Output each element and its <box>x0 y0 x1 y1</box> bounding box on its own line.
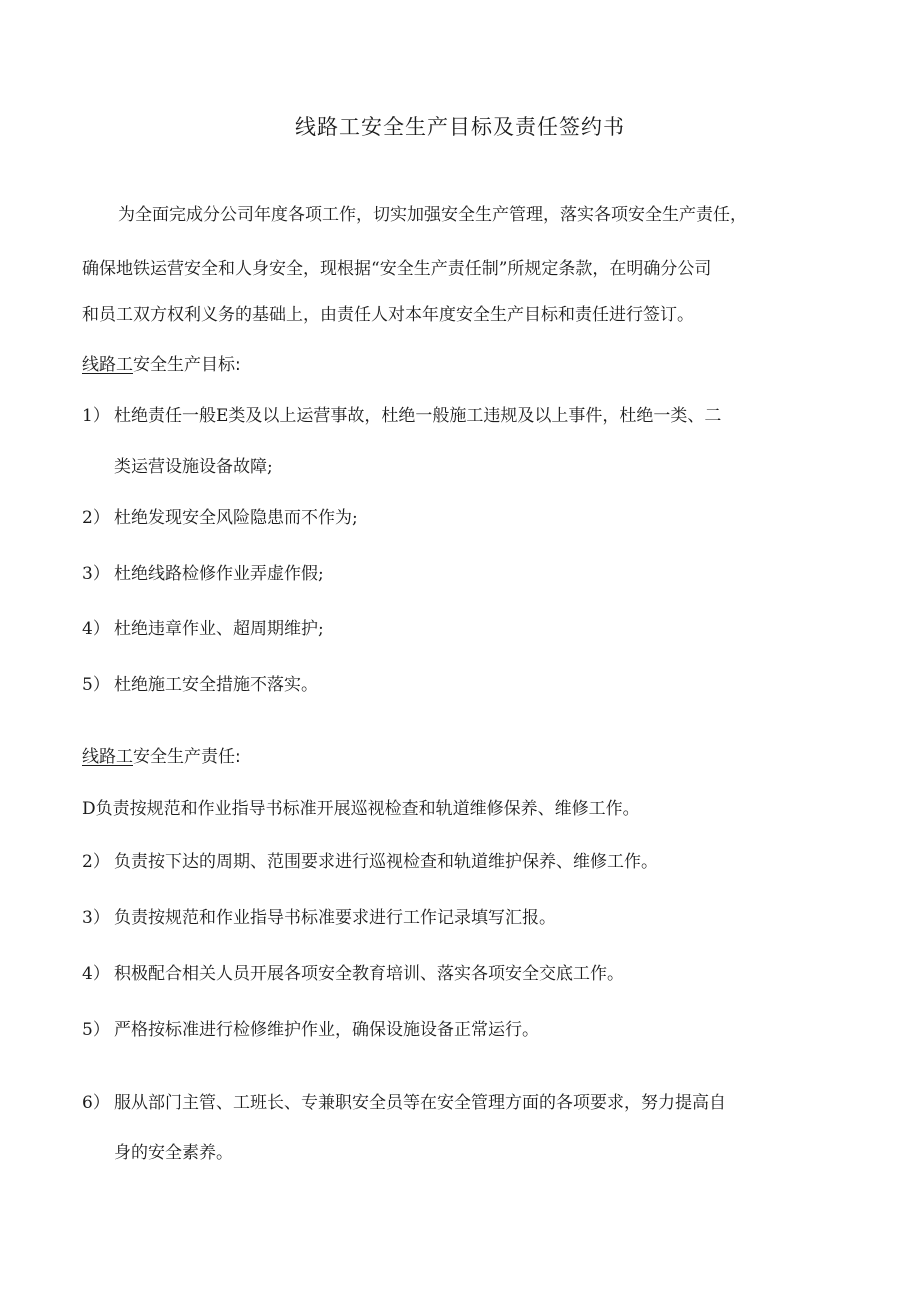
duties-heading-rest: 安全生产责任: <box>133 747 241 767</box>
duties-heading-underlined: 线路工 <box>82 747 133 767</box>
goal-item-text: 杜绝违章作业、超周期维护; <box>114 619 324 639</box>
goal-item-text: 杜绝线路检修作业弄虚作假; <box>114 564 324 584</box>
duty-item <box>82 1017 842 1044</box>
duty-item-text: 负责按下达的周期、范围要求进行巡视检查和轨道维护保养、维修工作。 <box>114 852 658 872</box>
intro-line-2: 确保地铁运营安全和人身安全，现根据“安全生产责任制”所规定条款，在明确分公司 <box>82 259 712 279</box>
goals-heading <box>82 352 241 379</box>
goals-heading-underlined: 线路工 <box>82 355 133 375</box>
duty-item-text: 服从部门主管、工班长、专兼职安全员等在安全管理方面的各项要求，努力提高自 <box>114 1093 726 1113</box>
duty-item <box>82 1090 842 1117</box>
goal-item <box>82 561 842 588</box>
duty-item-text: 严格按标准进行检修维护作业，确保设施设备正常运行。 <box>114 1020 539 1040</box>
duty-item <box>82 849 842 876</box>
goal-item-number: 4） <box>82 619 110 639</box>
goal-item <box>82 505 842 532</box>
intro-line-3: 和员工双方权利义务的基础上，由责任人对本年度安全生产目标和责任进行签订。 <box>82 305 694 325</box>
duty-item-continuation: 身的安全素养。 <box>114 1143 233 1163</box>
duty-item-number: 3） <box>82 908 110 928</box>
duty-item-text: 负责按规范和作业指导书标准要求进行工作记录填写汇报。 <box>114 908 556 928</box>
duties-heading <box>82 744 241 771</box>
goal-item-number: 3） <box>82 564 110 584</box>
goal-item-continuation: 类运营设施设备故障; <box>114 457 273 477</box>
goal-item-text: 杜绝施工安全措施不落实。 <box>114 675 318 695</box>
duty-item <box>82 961 842 988</box>
goal-item <box>82 672 842 699</box>
goal-item-number: 2） <box>82 508 110 528</box>
goal-item <box>82 403 842 430</box>
intro-line-1: 为全面完成分公司年度各项工作，切实加强安全生产管理，落实各项安全生产责任， <box>118 205 747 225</box>
duty-item-number: 4） <box>82 964 110 984</box>
duty-item-text: 负责按规范和作业指导书标准开展巡视检查和轨道维修保养、维修工作。 <box>95 799 640 819</box>
document-title: 线路工安全生产目标及责任签约书 <box>295 115 625 139</box>
duty-item-number: D <box>82 799 96 819</box>
goals-heading-rest: 安全生产目标: <box>133 355 241 375</box>
goal-item-number: 5） <box>82 675 110 695</box>
duty-item-number: 5） <box>82 1020 110 1040</box>
duty-item-text: 积极配合相关人员开展各项安全教育培训、落实各项安全交底工作。 <box>114 964 624 984</box>
duty-item-number: 2） <box>82 852 110 872</box>
goal-item-number: 1） <box>82 406 110 426</box>
duty-item <box>82 796 842 823</box>
goal-item-text: 杜绝责任一般E类及以上运营事故，杜绝一般施工违规及以上事件，杜绝一类、二 <box>114 406 722 426</box>
duty-item <box>82 905 842 932</box>
duty-item-number: 6） <box>82 1093 110 1113</box>
goal-item <box>82 616 842 643</box>
goal-item-text: 杜绝发现安全风险隐患而不作为; <box>114 508 358 528</box>
